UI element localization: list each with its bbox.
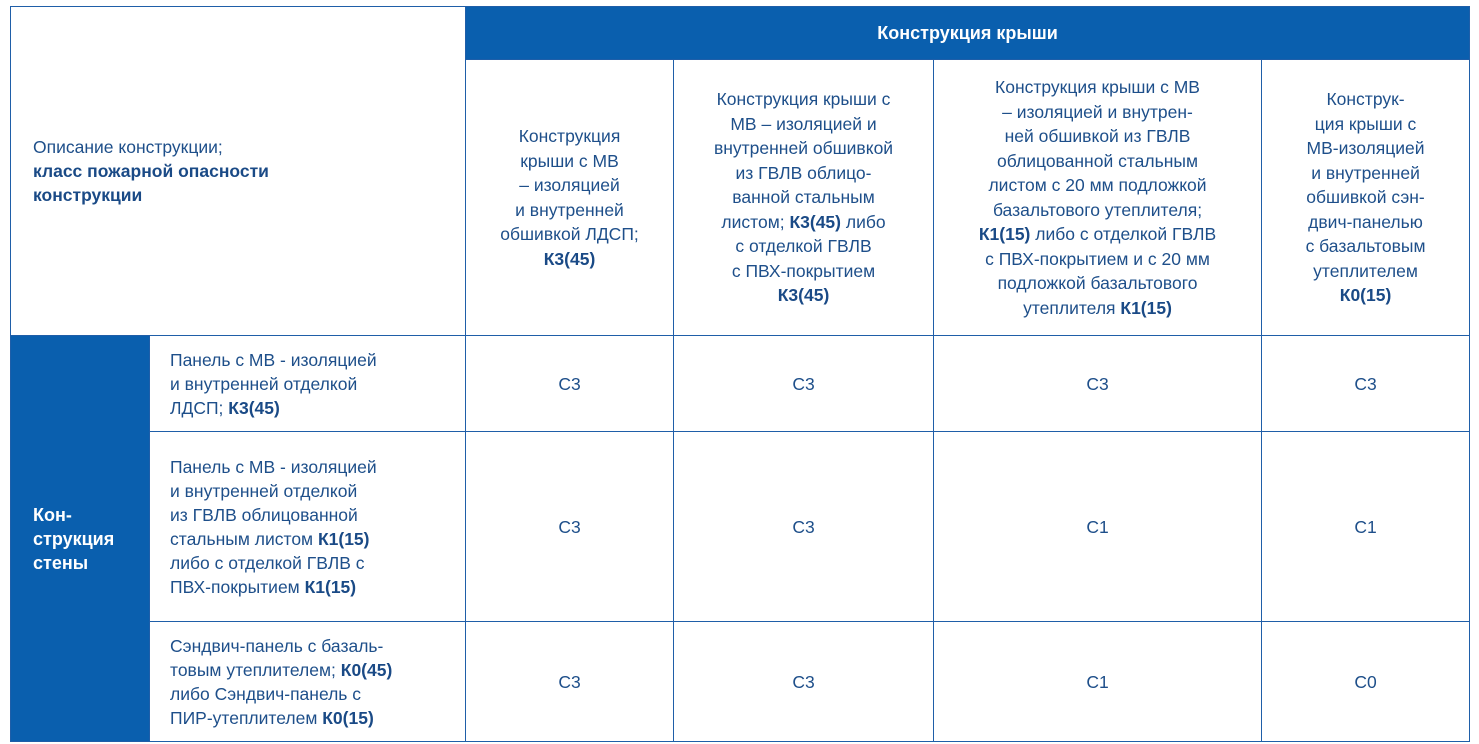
class-label: К0(45) [340, 659, 393, 680]
row-header-line: Панель с МВ - изоляцией [170, 349, 377, 370]
column-class-label: К3(45) [543, 248, 596, 269]
table-row [11, 622, 1470, 742]
row-header-line: Панель с МВ - изоляцией [170, 456, 377, 477]
row-header-line: либо Сэндвич-панель с [170, 683, 362, 704]
column-header-line: ней обшивкой из ГВЛВ [1004, 126, 1191, 146]
table-cell: С3 [674, 432, 934, 622]
row-header-ldsp [150, 336, 466, 432]
column-header-line: Конструкция крыши с [716, 89, 891, 110]
row-header-line: Сэндвич-панель с базаль- [170, 635, 384, 656]
table-cell: С1 [934, 622, 1262, 742]
row-header-line [170, 575, 459, 599]
class-label: К1(15) [978, 224, 1031, 244]
row-header-line [170, 527, 459, 551]
column-header-line: утеплителем [1313, 260, 1418, 281]
class-label: К1(15) [1120, 297, 1172, 318]
column-header-sandwich [1262, 60, 1470, 336]
column-header-line: Конструк- [1326, 89, 1405, 110]
column-header-line: – изоляцией и внутрен- [1002, 101, 1193, 122]
column-header-line: с ПВХ-покрытием и с 20 мм [985, 248, 1210, 269]
row-header-line [170, 706, 459, 730]
row-header-line [170, 396, 459, 420]
column-header-line [678, 210, 929, 235]
column-header-line: подложкой базальтового [997, 273, 1198, 293]
class-label: К1(15) [317, 528, 370, 549]
text-segment: ПВХ-покрытием [170, 576, 305, 597]
row-header-line: из ГВЛВ облицованной [170, 504, 358, 525]
side-label-line: стены [33, 552, 89, 573]
column-header-line: двич-панелью [1308, 211, 1423, 232]
column-class-label: К3(45) [777, 285, 830, 306]
column-header-line [938, 222, 1257, 247]
column-header-line: облицованной стальным [997, 150, 1198, 171]
column-header-line: с базальтовым [1305, 236, 1426, 257]
column-header-line: обшивкой сэн- [1306, 187, 1425, 208]
description-bold-line: класс пожарной опасности [33, 161, 269, 181]
side-label-line: струкция [33, 528, 115, 549]
text-segment: ПИР-утеплителем [170, 707, 323, 728]
column-header-gvlv-basalt [934, 60, 1262, 336]
text-segment: утеплителя [1023, 297, 1121, 318]
column-header-ldsp [466, 60, 674, 336]
table-cell: С1 [934, 432, 1262, 622]
column-header-line: и внутренней [515, 199, 624, 220]
column-header-line: ванной стальным [732, 187, 875, 208]
table-cell: С3 [1262, 336, 1470, 432]
column-header-line: Конструкция крыши с МВ [995, 77, 1200, 97]
table-row [11, 336, 1470, 432]
column-header-gvlv [674, 60, 934, 336]
class-label: К3(45) [228, 397, 280, 418]
table-cell: С3 [674, 336, 934, 432]
column-header-line: с ПВХ-покрытием [731, 260, 876, 281]
class-label: К1(15) [304, 576, 357, 597]
column-header-line: МВ-изоляцией [1306, 138, 1425, 159]
column-header-line: внутренней обшивкой [713, 138, 894, 159]
text-segment: либо с отделкой ГВЛВ [1030, 224, 1217, 244]
side-label-line: Кон- [33, 504, 72, 525]
class-label: К3(45) [789, 211, 841, 232]
table-cell: С3 [466, 336, 674, 432]
fire-classification-table [10, 6, 1470, 742]
column-header-line: из ГВЛВ облицо- [735, 162, 872, 183]
description-bold-line: конструкции [33, 185, 143, 205]
table-cell: С3 [466, 432, 674, 622]
row-header-line [170, 658, 459, 682]
column-header-line: и внутренней [1311, 162, 1420, 183]
table-cell: С3 [466, 622, 674, 742]
column-class-label: К0(15) [1339, 285, 1392, 306]
column-header-line: обшивкой ЛДСП; [500, 224, 639, 244]
wall-construction-label [11, 336, 150, 742]
table-cell: С1 [1262, 432, 1470, 622]
table-row [11, 432, 1470, 622]
table-cell: С3 [934, 336, 1262, 432]
table-cell: С3 [674, 622, 934, 742]
column-header-line: Конструкция [518, 126, 621, 146]
column-header-line: – изоляцией [519, 175, 620, 195]
column-header-line: с отделкой ГВЛВ [735, 236, 872, 257]
text-segment: ЛДСП; [170, 397, 229, 418]
roof-construction-header: Конструкция крыши [466, 7, 1470, 60]
column-header-line: базальтового утеплителя; [992, 199, 1203, 220]
column-header-line [938, 296, 1257, 321]
text-segment: либо [841, 211, 886, 232]
text-segment: стальным листом [170, 528, 318, 549]
column-header-line: крыши с МВ [520, 150, 619, 171]
row-header-gvlv [150, 432, 466, 622]
table-cell: С0 [1262, 622, 1470, 742]
row-header-line: и внутренней отделкой [170, 373, 358, 394]
column-header-line: МВ – изоляцией и [730, 113, 877, 134]
column-header-line: ция крыши с [1314, 113, 1417, 134]
row-header-line: либо с отделкой ГВЛВ с [170, 552, 365, 573]
column-header-line: листом с 20 мм подложкой [988, 175, 1207, 195]
row-header-line: и внутренней отделкой [170, 480, 358, 501]
row-header-sandwich [150, 622, 466, 742]
text-segment: товым утеплителем; [170, 659, 341, 680]
description-line: Описание конструкции; [33, 137, 223, 157]
text-segment: листом; [721, 211, 790, 232]
description-header [11, 7, 466, 336]
class-label: К0(15) [322, 707, 374, 728]
